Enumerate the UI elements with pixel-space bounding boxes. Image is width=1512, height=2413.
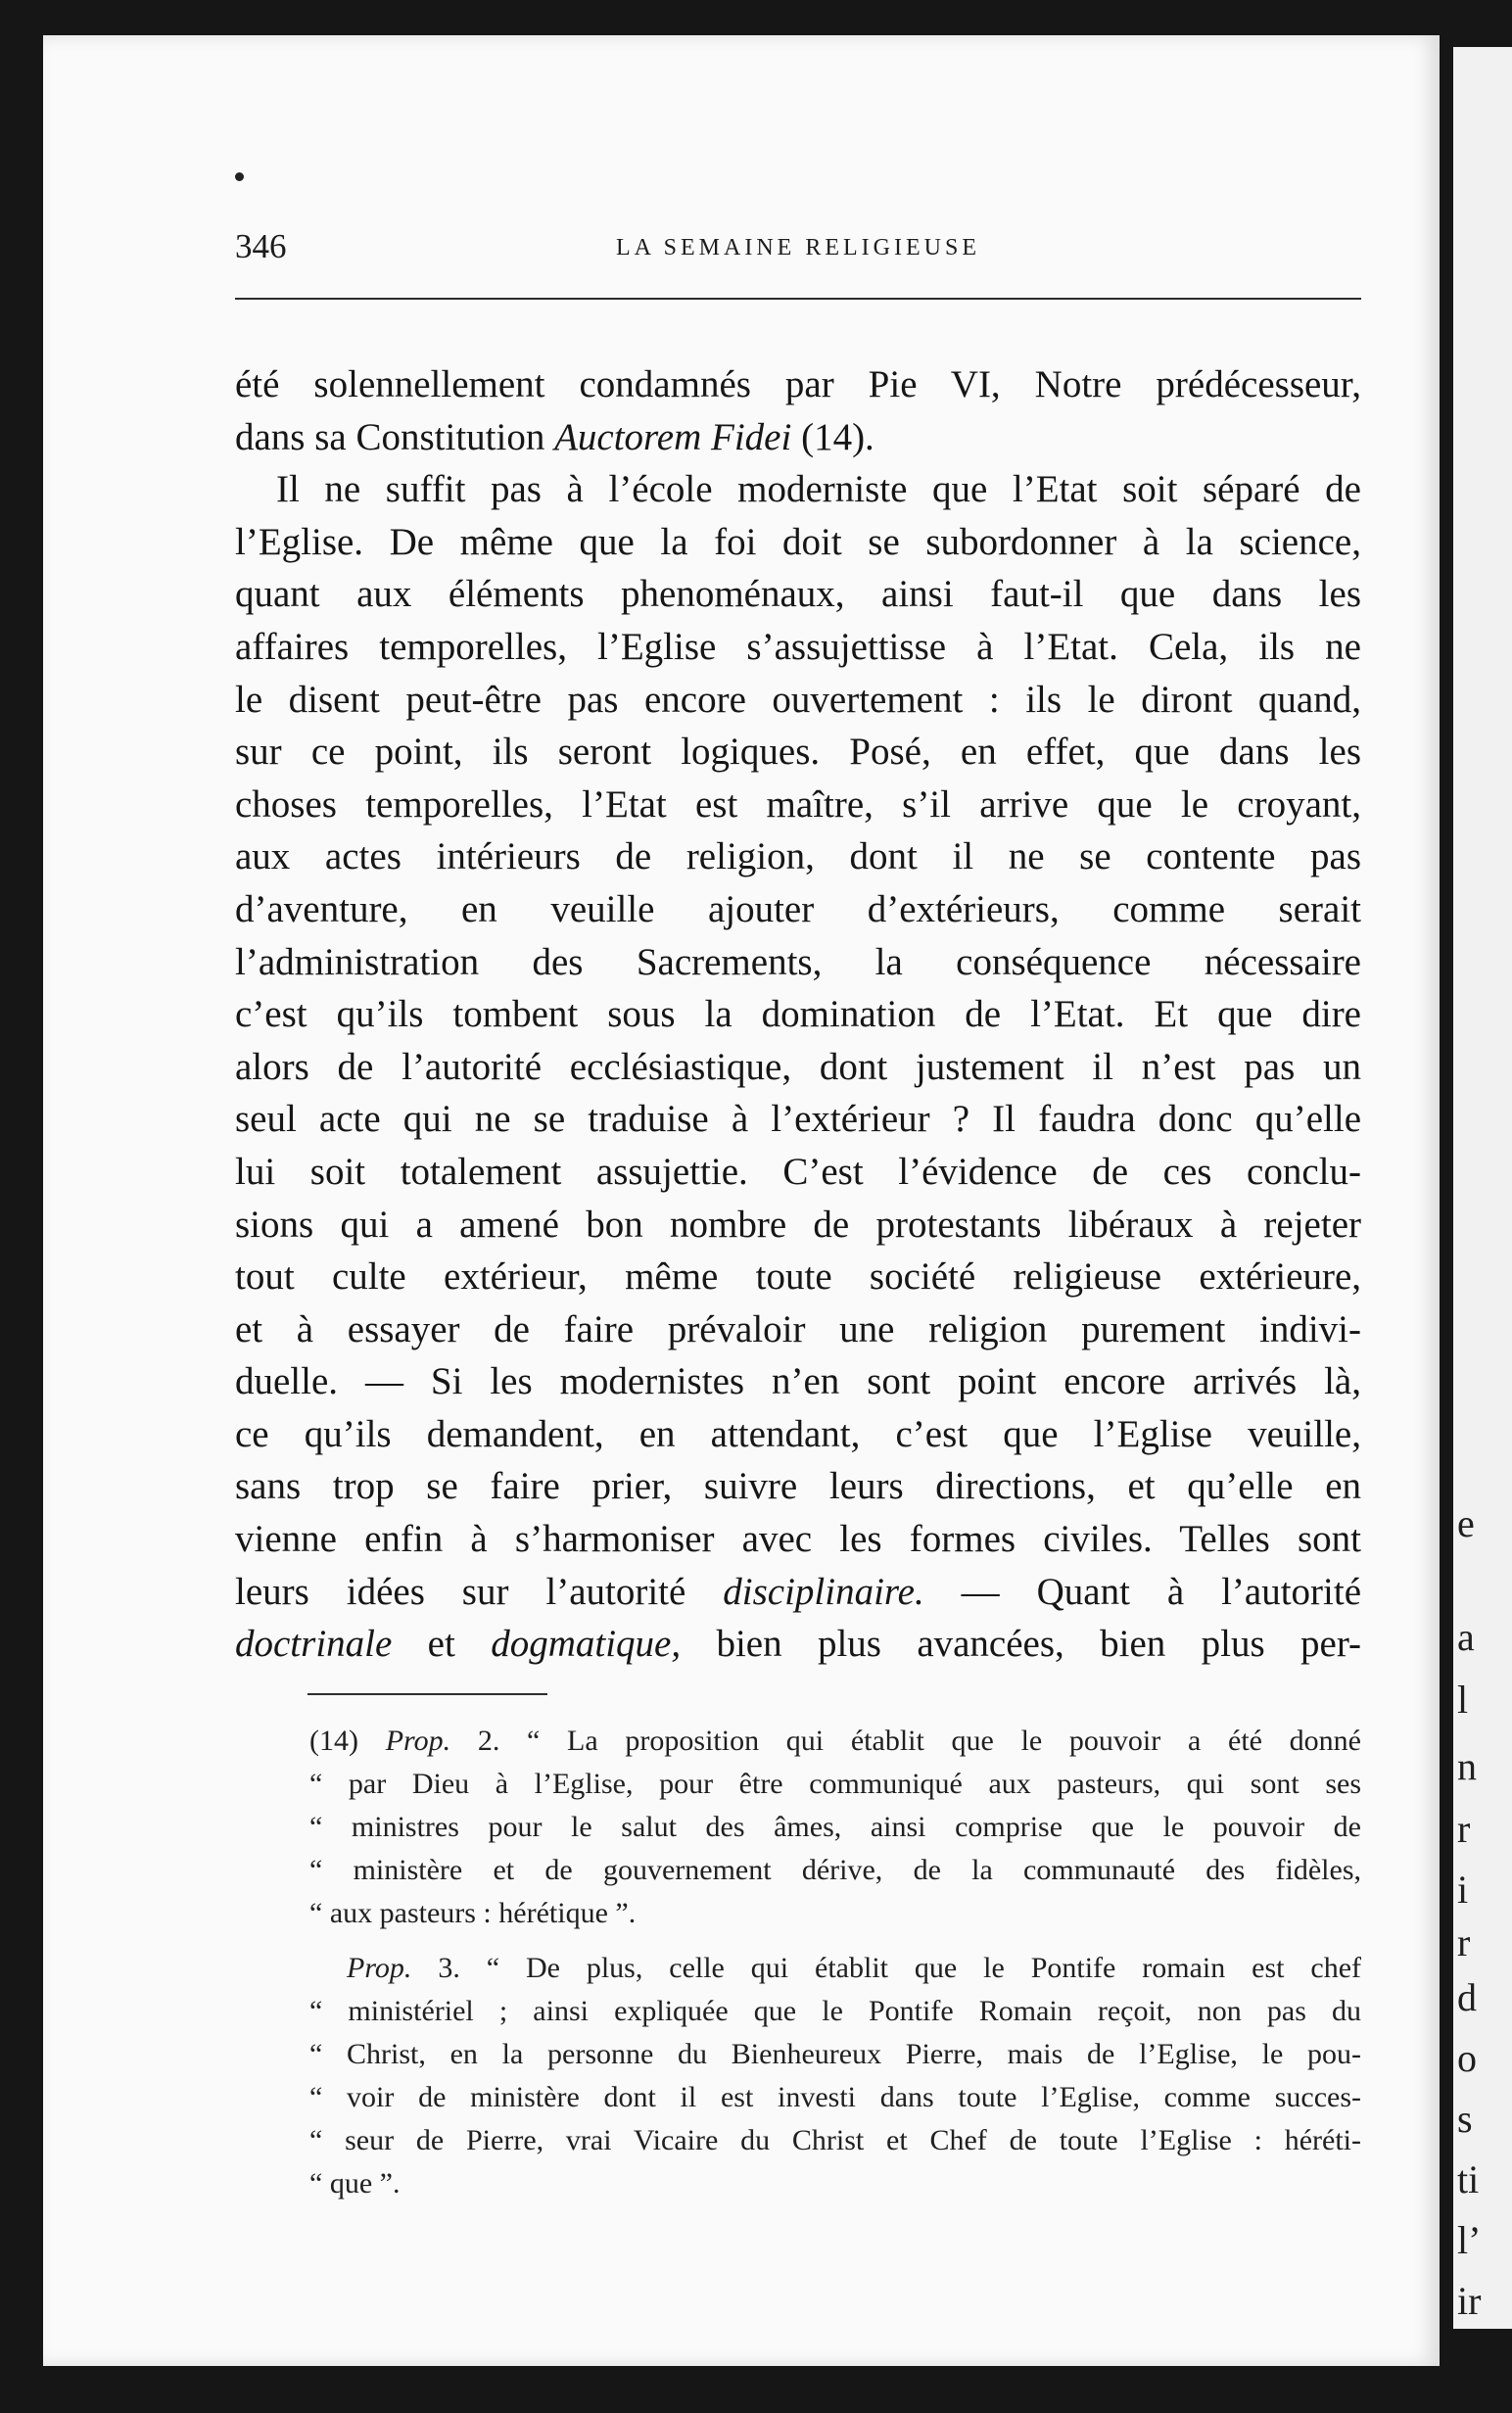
body-line: tout culte extérieur, même toute société religieuse extérieure, xyxy=(235,1255,1361,1299)
footnote-line xyxy=(309,1947,1361,1990)
header-rule xyxy=(235,298,1361,300)
facing-page-fragment: a xyxy=(1457,1615,1475,1659)
body-line: seul acte qui ne se traduise à l’extérieur ? Il faudra donc qu’elle xyxy=(235,1098,1361,1141)
body-line: d’aventure, en veuille ajouter d’extérieurs, comme serait xyxy=(235,887,1361,930)
footnote-line: “ ministère et de gouvernement dérive, de la communauté des fidèles, xyxy=(309,1854,1361,1886)
facing-page-fragment: n xyxy=(1457,1744,1477,1788)
page-number: 346 xyxy=(235,227,287,265)
body-line: l’Eglise. De même que la foi doit se subordonner à la science, xyxy=(235,520,1361,563)
body-line: l’administration des Sacrements, la conséquence nécessaire xyxy=(235,940,1361,983)
footnote-reference: (14). xyxy=(801,415,874,458)
body-line: été solennellement condamnés par Pie VI, Notre prédécesseur, xyxy=(235,363,1361,405)
body-text: et xyxy=(427,1623,455,1666)
running-title: LA SEMAINE RELIGIEUSE xyxy=(616,235,980,260)
body-line: duelle. — Si les modernistes n’en sont point encore arrivés là, xyxy=(235,1360,1361,1403)
footnote-number: (14) xyxy=(309,1725,358,1757)
italic-title: Auctorem Fidei xyxy=(554,415,792,458)
body-line: vienne enfin à s’harmoniser avec les formes civiles. Telles sont xyxy=(235,1518,1361,1561)
facing-page-fragment: ir xyxy=(1457,2279,1482,2323)
footnote-line: “ par Dieu à l’Eglise, pour être communiqué aux pasteurs, qui sont ses xyxy=(309,1768,1361,1800)
body-text: bien plus avancées, bien plus per- xyxy=(716,1623,1362,1666)
body-line: et à essayer de faire prévaloir une religion purement indivi- xyxy=(235,1307,1361,1350)
facing-page-fragment: d xyxy=(1457,1975,1477,2019)
italic-word: disciplinaire. xyxy=(723,1570,924,1613)
facing-page-fragment: r xyxy=(1457,1807,1471,1851)
facing-page-fragment: s xyxy=(1457,2097,1473,2141)
body-line: affaires temporelles, l’Eglise s’assujettisse à l’Etat. Cela, ils ne xyxy=(235,625,1361,668)
footnote-text: 3. “ De plus, celle qui établit que le Pontife romain est chef xyxy=(438,1952,1362,1984)
body-line: c’est qu’ils tombent sous la domination de l’Etat. Et que dire xyxy=(235,993,1361,1036)
body-line: sans trop se faire prier, suivre leurs directions, et qu’elle en xyxy=(235,1465,1361,1508)
facing-page-fragment: o xyxy=(1457,2036,1477,2080)
facing-page-fragment: e xyxy=(1457,1501,1475,1545)
main-text xyxy=(235,358,1361,1671)
body-line xyxy=(235,411,1361,464)
body-line xyxy=(235,1618,1361,1671)
footnote-line: “ seur de Pierre, vrai Vicaire du Christ et Chef de toute l’Eglise : héréti- xyxy=(309,2124,1361,2156)
footnote-line: “ aux pasteurs : hérétique ”. xyxy=(309,1897,637,1929)
footnote-line xyxy=(309,1720,1361,1763)
body-line xyxy=(235,1566,1361,1619)
facing-page-fragment: r xyxy=(1457,1920,1471,1964)
body-line: Il ne suffit pas à l’école moderniste que l’Etat soit séparé de xyxy=(276,468,1361,511)
ink-dot xyxy=(235,172,244,181)
book-page xyxy=(43,35,1440,2366)
body-line: quant aux éléments phenoménaux, ainsi faut-il que dans les xyxy=(235,573,1361,616)
body-line: lui soit totalement assujettie. C’est l’évidence de ces conclu- xyxy=(235,1150,1361,1193)
body-line: alors de l’autorité ecclésiastique, dont justement il n’est pas un xyxy=(235,1045,1361,1088)
italic-word: doctrinale xyxy=(235,1623,393,1666)
footnote-text: 2. “ La proposition qui établit que le pouvoir a été donné xyxy=(477,1725,1361,1757)
footnote-rule xyxy=(307,1693,547,1695)
italic-word: dogmatique, xyxy=(491,1623,682,1666)
footnote-line: “ Christ, en la personne du Bienheureux Pierre, mais de l’Eglise, le pou- xyxy=(309,2038,1361,2070)
body-line: le disent peut-être pas encore ouvertement : ils le diront quand, xyxy=(235,678,1361,721)
facing-page-fragment: i xyxy=(1457,1868,1469,1912)
footnote-line: “ ministériel ; ainsi expliquée que le Pontife Romain reçoit, non pas du xyxy=(309,1995,1361,2027)
body-text: dans sa Constitution xyxy=(235,415,545,458)
facing-page-fragment: ti xyxy=(1457,2157,1480,2201)
body-line: sur ce point, ils seront logiques. Posé, en effet, que dans les xyxy=(235,731,1361,774)
facing-page-edge xyxy=(1453,47,1512,2329)
footnote-prop-label: Prop. xyxy=(347,1952,412,1984)
body-line: ce qu’ils demandent, en attendant, c’est que l’Eglise veuille, xyxy=(235,1412,1361,1455)
facing-page-fragment: l xyxy=(1457,1678,1469,1722)
facing-page-fragment: l’ xyxy=(1457,2218,1482,2262)
footnote-prop-label: Prop. xyxy=(385,1725,451,1757)
footnote-line: “ ministres pour le salut des âmes, ainsi comprise que le pouvoir de xyxy=(309,1811,1361,1843)
footnotes xyxy=(309,1720,1361,2205)
footnote-line: “ voir de ministère dont il est investi dans toute l’Eglise, comme succes- xyxy=(309,2081,1361,2113)
body-line: sions qui a amené bon nombre de protestants libéraux à rejeter xyxy=(235,1203,1361,1246)
body-text: — Quant à l’autorité xyxy=(961,1570,1362,1613)
body-line: aux actes intérieurs de religion, dont il ne se contente pas xyxy=(235,835,1361,878)
page-header xyxy=(235,227,1361,286)
body-line: choses temporelles, l’Etat est maître, s’il arrive que le croyant, xyxy=(235,782,1361,826)
body-text: leurs idées sur l’autorité xyxy=(235,1570,686,1613)
footnote-line: “ que ”. xyxy=(309,2167,401,2200)
footnote-gap xyxy=(309,1935,1361,1947)
